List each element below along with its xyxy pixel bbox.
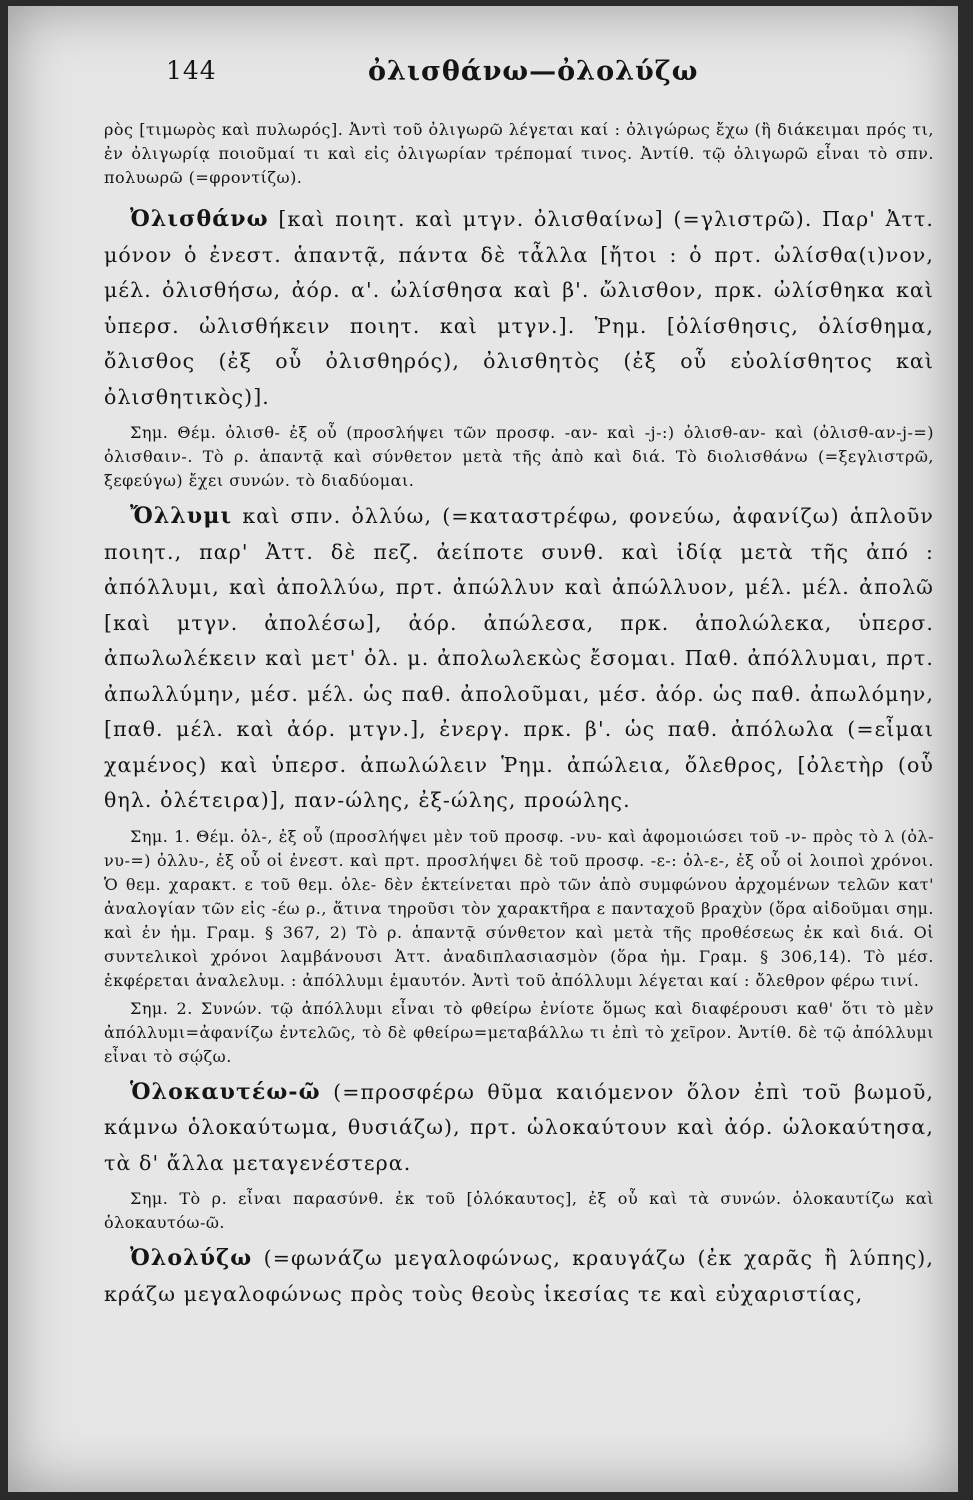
entry-paragraph — [104, 499, 934, 819]
entry-text: (=φωνάζω μεγαλοφώνως, κραυγάζω (ἐκ χαρᾶς ἢ λύπης), κράζω μεγαλοφώνως πρὸς τοὺς θεοὺς ἱκεσίας τε καὶ εὐχαριστίας, — [104, 1246, 934, 1306]
entry-paragraph — [104, 202, 934, 415]
dictionary-body — [104, 118, 934, 1312]
note: Σημ. Τὸ ρ. εἶναι παρασύνθ. ἐκ τοῦ [ὁλόκαυτος], ἐξ οὗ καὶ τὰ συνών. ὁλοκαυτίζω καὶ ὁλοκαυτόω-ῶ. — [104, 1189, 934, 1232]
page-number: 144 — [166, 56, 217, 85]
note: Σημ. 1. Θέμ. ὀλ-, ἐξ οὗ (προσλήψει μὲν τοῦ προσφ. -νυ- καὶ ἀφομοιώσει τοῦ -ν- πρὸς τὸ λ (ὀλ-νυ-=) ὀλλυ-, ἐξ οὗ οἱ ἐνεστ. καὶ πρτ. προσλήψει δὲ τοῦ προσφ. -ε-: ὀλ-ε-, ἐξ οὗ οἱ λοιποὶ χρόνοι. Ὁ θεμ. χαρακτ. ε τοῦ θεμ. ὀλε- δὲν ἐκτείνεται πρὸ τῶν ἀπὸ συμφώνου ἀρχομένων τελῶν κατ' ἀναλογίαν τῶν εἰς -έω ρ., ἅτινα τηροῦσι τὸν χαρακτῆρα ε πανταχοῦ βραχὺν (ὅρα αἰδοῦμαι σημ. καὶ ἐν ἡμ. Γραμ. § 367, 2) Τὸ ρ. ἁπαντᾷ σύνθετον καὶ μετὰ τῆς προθέσεως ἐκ καὶ διά. Οἱ συντελικοὶ χρόνοι λαμβάνουσι Ἀττ. ἀναδιπλασιασμὸν (ὅρα ἡμ. Γραμ. § 306,14). Τὸ μέσ. ἐκφέρεται ἀναλελυμ. : ἀπόλλυμι ἐμαυτόν. Ἀντὶ τοῦ ἀπόλλυμι λέγεται καί : ὄλεθρον φέρω τινί. — [104, 826, 934, 990]
intro-note: ρὸς [τιμωρὸς καὶ πυλωρός]. Ἀντὶ τοῦ ὀλιγωρῶ λέγεται καί : ὀλιγώρως ἔχω (ἢ διάκειμαι πρός τι, ἐν ὀλιγωρίᾳ ποιοῦμαί τι καὶ εἰς ὀλιγωρίαν τρέπομαί τινος. Ἀντίθ. τῷ ὀλιγωρῶ εἶναι τὸ σπν. πολυωρῶ (=φροντίζω). — [104, 120, 934, 187]
page-header — [8, 56, 958, 96]
headword: Ὁλοκαυτέω-ῶ — [130, 1078, 321, 1105]
headword: Ὄλλυμι — [130, 503, 233, 529]
entry-ollymi — [104, 499, 934, 1069]
note: Σημ. Θέμ. ὀλισθ- ἐξ οὗ (προσλήψει τῶν προσφ. -αν- καὶ -j-:) ὀλισθ-αν- καὶ (ὀλισθ-αν-j-=) ὀλισθαιν-. Τὸ ρ. ἁπαντᾷ καὶ σύνθετον μετὰ τῆς ἀπὸ καὶ διά. Τὸ διολισθάνω (=ξεγλιστρῶ, ξεφεύγω) ἔχει συνών. τὸ διαδύομαι. — [104, 423, 934, 490]
note: Σημ. 2. Συνών. τῷ ἀπόλλυμι εἶναι τὸ φθείρω ἐνίοτε ὅμως καὶ διαφέρουσι καθ' ὅτι τὸ μὲν ἀπόλλυμι=ἀφανίζω ἐντελῶς, τὸ δὲ φθείρω=μεταβάλλω τι ἐπὶ τὸ χεῖρον. Ἀντίθ. δὲ τῷ ἀπόλλυμι εἶναι τὸ σῴζω. — [104, 998, 934, 1066]
entry-paragraph — [104, 1075, 934, 1182]
entry-text: καὶ σπν. ὀλλύω, (=καταστρέφω, φονεύω, ἀφανίζω) ἁπλοῦν ποιητ., παρ' Ἀττ. δὲ πεζ. ἀείποτε συνθ. καὶ ἰδίᾳ μετὰ τῆς ἀπό : ἀπόλλυμι, καὶ ἀπολλύω, πρτ. ἀπώλλυν καὶ ἀπώλλυον, μέλ. μέλ. ἀπολῶ [καὶ μτγν. ἀπολέσω], ἀόρ. ἀπώλεσα, πρκ. ἀπολώλεκα, ὑπερσ. ἀπωλωλέκειν καὶ μετ' ὀλ. μ. ἀπολωλεκὼς ἔσομαι. Παθ. ἀπόλλυμαι, πρτ. ἀπωλλύμην, μέσ. μέλ. ὡς παθ. ἀπολοῦμαι, μέσ. ἀόρ. ὡς παθ. ἀπωλόμην, [παθ. μέλ. καὶ ἀόρ. μτγν.], ἐνεργ. πρκ. β'. ὡς παθ. ἀπόλωλα (=εἶμαι χαμένος) καὶ ὑπερσ. ἀπωλώλειν Ῥημ. ἀπώλεια, ὄλεθρος, [ὀλετὴρ (οὗ θηλ. ὀλέτειρα)], παν-ώλης, ἐξ-ώλης, προώλης. — [104, 504, 934, 812]
entry-text: (=προσφέρω θῦμα καιόμενον ὅλον ἐπὶ τοῦ βωμοῦ, κάμνω ὁλοκαύτωμα, θυσιάζω), πρτ. ὡλοκαύτουν καὶ ἀόρ. ὡλοκαύτησα, τὰ δ' ἄλλα μεταγενέστερα. — [104, 1079, 934, 1175]
headword: Ὀλισθάνω — [130, 206, 269, 232]
entry-holokauteo — [104, 1075, 934, 1236]
entry-paragraph — [104, 1241, 934, 1312]
entry-olisthano — [104, 202, 934, 493]
book-page — [8, 6, 958, 1492]
entry-text: [καὶ ποιητ. καὶ μτγν. ὀλισθαίνω] (=γλιστρῶ). Παρ' Ἀττ. μόνον ὁ ἐνεστ. ἁπαντᾷ, πάντα δὲ τἆλλα [ἤτοι : ὁ πρτ. ὠλίσθα(ι)νον, μέλ. ὀλισθήσω, ἀόρ. α'. ὠλίσθησα καὶ β'. ὤλισθον, πρκ. ὠλίσθηκα καὶ ὑπερσ. ὠλισθήκειν ποιητ. καὶ μτγν.]. Ῥημ. [ὀλίσθησις, ὀλίσθημα, ὄλισθος (ἐξ οὗ ὀλισθηρός), ὀλισθητὸς (ἐξ οὗ εὐολίσθητος καὶ ὀλισθητικὸς)]. — [104, 207, 934, 409]
headword: Ὀλολύζω — [130, 1245, 253, 1271]
running-head: ὀλισθάνω—ὀλολύζω — [368, 56, 699, 87]
entry-ololyzo — [104, 1241, 934, 1312]
